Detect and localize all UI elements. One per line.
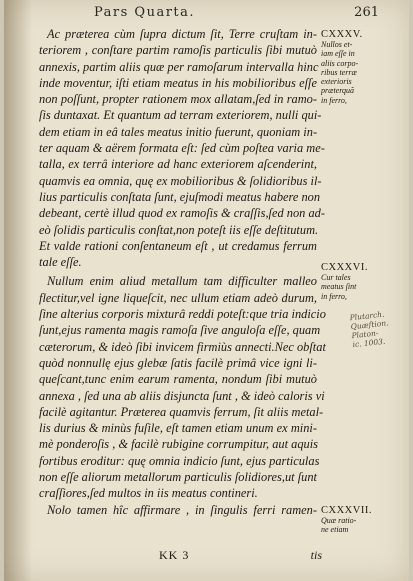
margin-note-gloss: Cur tales meatus ſint in ferro, — [321, 273, 357, 301]
text-line: ſine alterius corporis mixturâ reddi poteſt:que tria indicio — [39, 307, 326, 322]
body-text — [39, 26, 326, 518]
signature-mark: KK 3 — [159, 548, 190, 562]
text-line: lius particulis conſtata ſunt, ejuſmodi meatus habere non — [39, 189, 321, 204]
running-head: Pars Quarta. — [94, 5, 196, 20]
gutter-shadow — [4, 0, 32, 581]
text-line: Et valde rationi conſentaneum eſt , ut credamus ferrum — [39, 238, 317, 253]
margin-note-cxxxvi — [321, 262, 401, 301]
margin-note-number: CXXXVII. — [321, 505, 372, 516]
text-line: ſis duntaxat. Et quantum ad terram exteriorem, nulli qui- — [39, 108, 322, 123]
text-line: quamvis ea omnia, quę ex mobilioribus & ſolidioribus il- — [39, 173, 322, 188]
margin-note-number: CXXXV. — [321, 29, 363, 40]
text-line: mè ponderoſis , & facilè rubigine corrumpitur, aut aquis — [39, 437, 319, 452]
text-line: ter aquam & aërem formata eſt: ſed cùm poſtea varia me- — [39, 141, 325, 156]
catchword: tis — [310, 548, 322, 562]
text-line: lis durius & minùs fuſile, eſt tamen etiam unum ex mini- — [39, 421, 317, 436]
book-page — [4, 0, 409, 581]
text-line: teriorem , conſtare partim ramoſis particulis ſibi mutuò — [39, 43, 317, 58]
text-line: fortibus eroditur: quę omnia indicio ſunt, ejus particulas — [39, 453, 320, 468]
text-line: tale eſſe. — [39, 255, 82, 270]
text-line: dem etiam in eâ tales meatus initio fuerunt, quoniam in- — [39, 124, 318, 139]
margin-note-cxxxvii — [321, 505, 401, 535]
paragraph-3 — [39, 502, 317, 518]
text-line: queſcant,tunc enim earum ramenta, nondum ſibi mutuò — [39, 372, 317, 387]
text-line: Ac præterea cùm ſupra dictum ſit, Terre cruſtam in- — [47, 27, 317, 41]
handwritten-annotation: Plutarch. Quæſtion. Platon- ic. 1003. — [349, 309, 389, 350]
text-line: debeant, certè illud quod ex ramoſis & craſſis,ſed non ad- — [39, 206, 325, 221]
text-line: ſunt,ejus ramenta magis ramoſa ſive anguloſa eſſe, quam — [39, 323, 321, 338]
text-line: facilè agitantur. Præterea quamvis ferrum, ſit aliis metal- — [39, 404, 324, 419]
text-line: annexis, partim aliis quæ per ramoſarum intervalla hinc — [39, 59, 319, 74]
text-line: non poſſunt, propter rationem mox allatam,ſed in ramo- — [39, 92, 317, 107]
text-line: non eſſe aliorum metallorum particulis ſolidiores,ut ſunt — [39, 470, 317, 485]
paragraph-2 — [39, 273, 326, 501]
text-line: quòd nonnullę ejus glebæ ſatis facilè primâ vice igni li- — [39, 355, 317, 370]
text-line: Nolo tamen hîc affirmare , in ſingulis ferri ramen- — [47, 502, 317, 517]
margin-note-number: CXXXVI. — [321, 262, 368, 273]
text-line: cæterorum, & ideò ſibi invicem firmiùs annecti.Nec obſtat — [39, 339, 326, 354]
page-number: 261 — [354, 5, 379, 20]
page-footer — [39, 548, 322, 566]
text-line: inde moventur, iſti etiam meatus in his mobilioribus eſſe — [39, 75, 317, 90]
text-line: annexa , ſed una ab aliis disjuncta ſunt , & ideò caloris vi — [39, 388, 325, 403]
text-line: talla, ex terrâ interiore ad hanc exteriorem aſcenderint, — [39, 157, 317, 172]
paragraph-1 — [39, 26, 325, 270]
text-line: craſſiores,ſed multos in iis meatus contineri. — [39, 486, 258, 501]
text-line: flectitur,vel igne liqueſcit, nec ullum etiam adeò durum, — [39, 290, 317, 305]
text-line: eò ſolidis particulis conſtat,non poteſt iis eſſe deſtitutum. — [39, 222, 319, 237]
margin-note-cxxxv — [321, 29, 401, 105]
margin-note-gloss: Nullos et- iam eſſe in aliis corpo- ribus terræ exterioris præterquã in ferro, — [321, 40, 359, 105]
margin-note-gloss: Quæ ratio- ne etiam — [321, 516, 357, 535]
text-line: Nullum enim aliud metallum tam difficulter malleo — [47, 274, 317, 289]
page-header — [64, 5, 379, 23]
